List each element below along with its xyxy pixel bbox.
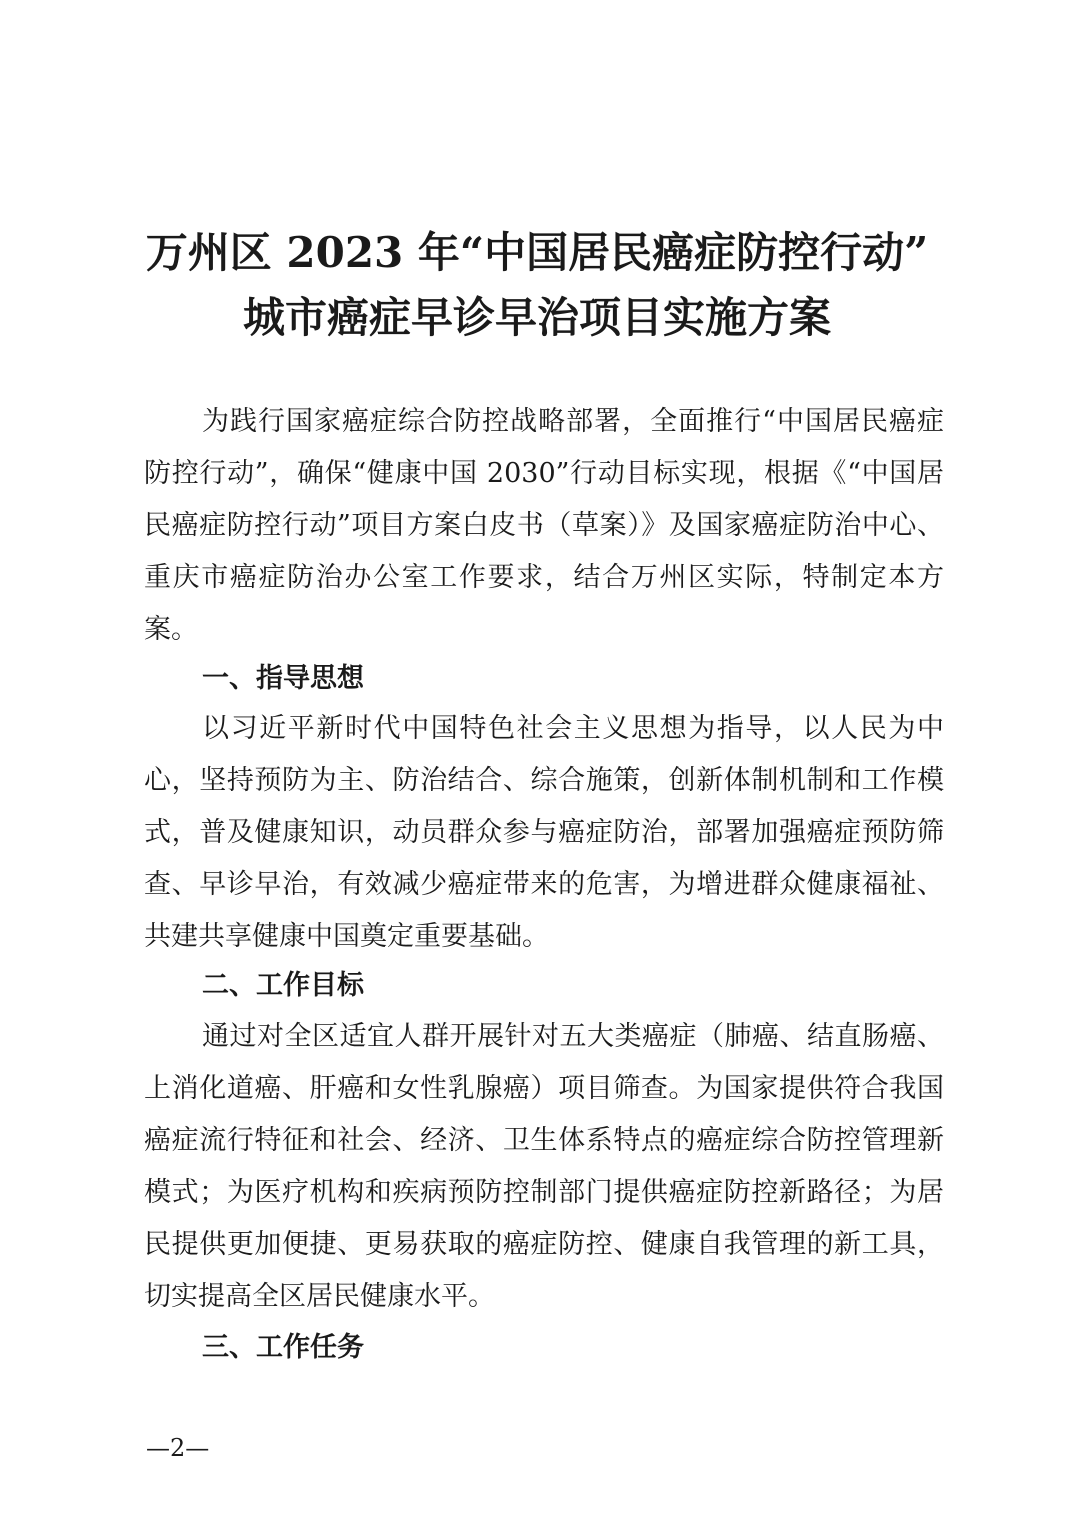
section-body-work-goals: 通过对全区适宜人群开展针对五大类癌症（肺癌、结直肠癌、上消化道癌、肝癌和女性乳腺癌）项目筛查。为国家提供符合我国癌症流行特征和社会、经济、卫生体系特点的癌症综合防控管理新模式；为医疗机构和疾病预防控制部门提供癌症防控新路径；为居民提供更加便捷、更易获取的癌症防控、健康自我管理的新工具，切实提高全区居民健康水平。 [144,1021,944,1312]
document-title-line-2: 城市癌症早诊早治项目实施方案 [242,293,831,342]
intro-paragraph: 为践行国家癌症综合防控战略部署，全面推行“中国居民癌症防控行动”，确保“健康中国 2030”行动目标实现，根据《“中国居民癌症防控行动”项目方案白皮书（草案）》及国家癌症防治中心、重庆市癌症防治办公室工作要求，结合万州区实际，特制定本方案。 [144,406,944,645]
section-heading-work-tasks: 三、工作任务 [202,1332,364,1363]
section-body-guiding-ideology: 以习近平新时代中国特色社会主义思想为指导，以人民为中心，坚持预防为主、防治结合、综合施策，创新体制机制和工作模式，普及健康知识，动员群众参与癌症防治，部署加强癌症预防筛查、早诊早治，有效减少癌症带来的危害，为增进群众健康福祉、共建共享健康中国奠定重要基础。 [144,713,944,952]
document-title-line-1: 万州区 2023 年“中国居民癌症防控行动” [145,228,929,277]
section-heading-guiding-ideology: 一、指导思想 [202,663,364,694]
page-number: —2— [146,1434,210,1462]
section-heading-work-goals: 二、工作目标 [202,970,364,1001]
